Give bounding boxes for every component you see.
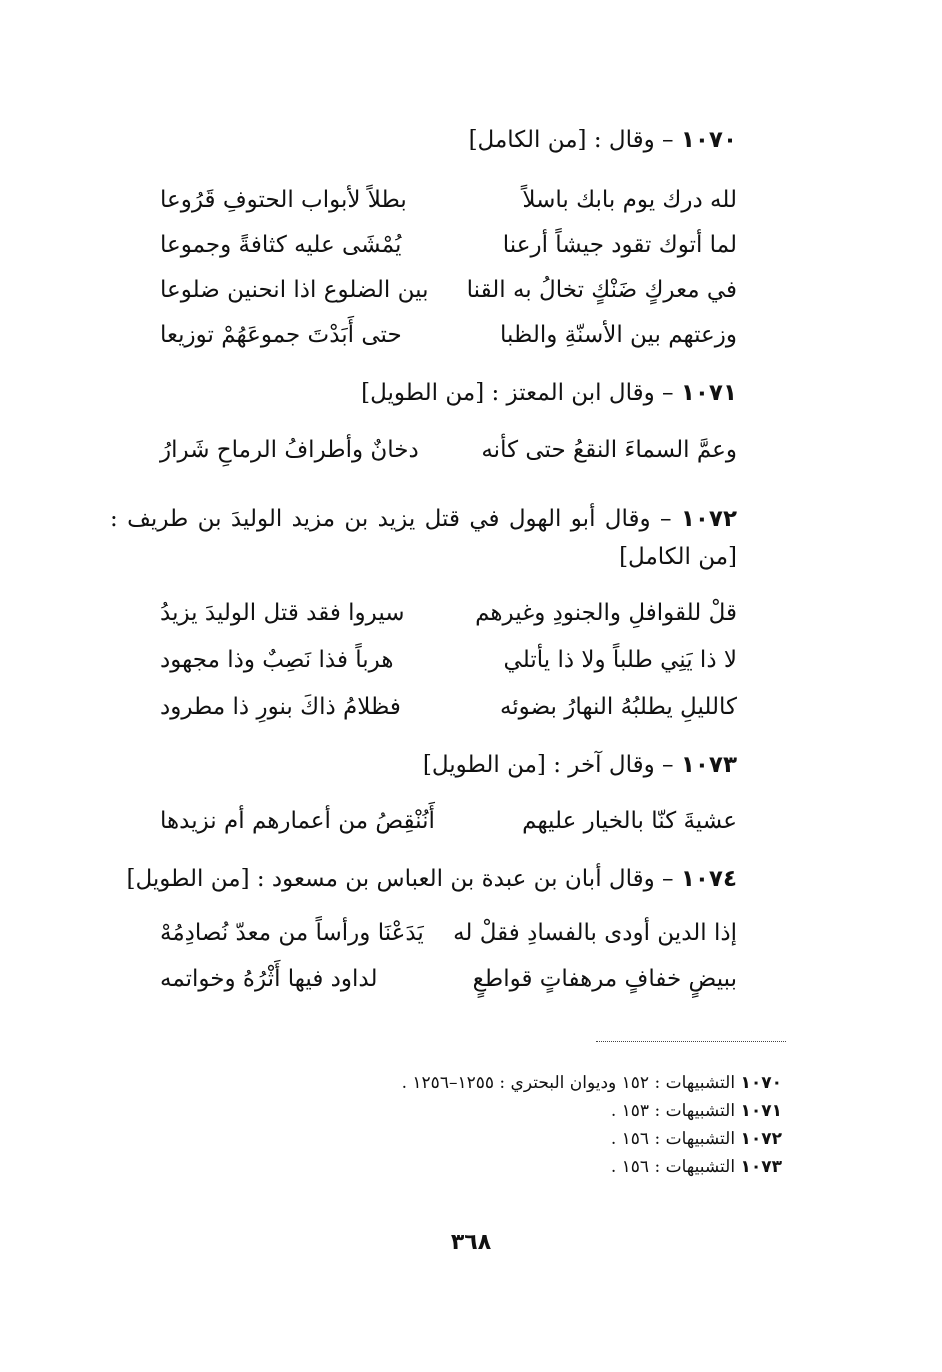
verse-hemistich-second: دخانٌ وأطرافُ الرماحِ شَرارُ [160, 437, 419, 463]
verse-hemistich-second: بطلاً لأبواب الحتوفِ قَرُوعا [160, 187, 407, 213]
page-number: ٣٦٨ [450, 1230, 492, 1255]
footnote-text: التشبيهات : ١٥٦ . [610, 1157, 736, 1177]
entry-number: ١٠٧٤ [680, 866, 737, 892]
entry-heading [469, 125, 737, 155]
verse-hemistich-first: لله درك يوم بابك باسلاً [522, 187, 737, 213]
verse-hemistich-second: لداود فيها أَثْرُهُ وخواتمه [160, 966, 378, 992]
verse-hemistich-second: أَنُنْقِصُ من أعمارهم أم نزيدها [160, 808, 435, 834]
verse-line [160, 692, 737, 722]
verse-hemistich-second: فظلامُ ذاكَ بنورِ ذا مطرود [160, 694, 401, 720]
entry-intro: – وقال ابن المعتز : [484, 380, 681, 406]
footnote [611, 1100, 782, 1122]
verse-hemistich-first: في معركٍ ضَنْكٍ تخالُ به القنا [466, 277, 737, 303]
footnote-number: ١٠٧٢ [740, 1129, 782, 1149]
verse-hemistich-first: عشيةَ كنّا بالخيار عليهم [522, 808, 737, 834]
entry-number: ١٠٧١ [680, 380, 737, 406]
footnote-separator [596, 1041, 786, 1042]
verse-line [160, 435, 737, 465]
verse-line [160, 598, 737, 628]
entry-intro: – وقال أبان بن عبدة بن العباس بن مسعود : [249, 866, 681, 892]
entry-meter: [من الكامل] [619, 544, 737, 570]
verse-hemistich-second: حتى أَبَدْتَ جموعَهُمْ توزيعا [160, 322, 402, 348]
entry-heading [127, 864, 738, 894]
verse-line [160, 964, 737, 994]
verse-hemistich-first: لا ذا يَنِي طلباً ولا ذا يأتلي [503, 647, 737, 673]
footnote [611, 1128, 782, 1150]
verse-line [160, 806, 737, 836]
entry-intro: – وقال أبو الهول في قتل يزيد بن مزيد الوليدَ بن طريف : [110, 506, 681, 532]
footnote [611, 1156, 782, 1178]
entry-number: ١٠٧٠ [680, 127, 737, 153]
verse-line [160, 275, 737, 305]
verse-line [160, 918, 737, 948]
footnote-text: التشبيهات : ١٥٦ . [610, 1129, 736, 1149]
entry-meter: [من الطويل] [126, 866, 250, 892]
verse-hemistich-second: بين الضلوع اذا انحنين ضلوعا [160, 277, 429, 303]
entry-heading [361, 378, 737, 408]
entry-meter: [من الكامل] [468, 127, 587, 153]
verse-hemistich-second: يَدَعْنَا ورأساً من معدّ نُصادِمُهْ [160, 920, 424, 946]
entry-intro: – وقال آخر : [545, 752, 681, 778]
footnote-number: ١٠٧١ [740, 1101, 782, 1121]
entry-heading [423, 750, 737, 780]
footnote-text: التشبيهات : ١٥٢ وديوان البحتري : ١٢٥٥–١٢٥٦ . [401, 1073, 736, 1093]
verse-hemistich-first: وزعتهم بين الأسنّةِ والظبا [500, 322, 737, 348]
footnote-number: ١٠٧٣ [740, 1157, 782, 1177]
entry-number: ١٠٧٣ [680, 752, 737, 778]
verse-hemistich-first: ببيضٍ خفافٍ مرهفاتٍ قواطعٍ [472, 966, 737, 992]
verse-line [160, 185, 737, 215]
verse-hemistich-first: وعمَّ السماءَ النقعُ حتى كأنه [481, 437, 737, 463]
verse-hemistich-first: كالليلِ يطلبُهُ النهارُ بضوئه [499, 694, 737, 720]
verse-hemistich-second: يُمْشَى عليه كثافةً وجموعا [160, 232, 402, 258]
verse-hemistich-second: هرباً فذا نَصِبٌ وذا مجهود [160, 647, 394, 673]
verse-line [160, 320, 737, 350]
footnote-text: التشبيهات : ١٥٣ . [610, 1101, 736, 1121]
verse-hemistich-first: إذا الدين أودى بالفسادِ فقلْ له [453, 920, 737, 946]
verse-line [160, 645, 737, 675]
entry-heading [110, 500, 737, 576]
verse-hemistich-first: لما أتوك تقود جيشاً أرعنا [502, 232, 737, 258]
entry-meter: [من الطويل] [422, 752, 546, 778]
entry-number: ١٠٧٢ [680, 506, 737, 532]
verse-hemistich-second: سيروا فقد قتل الوليدَ يزيدُ [160, 600, 405, 626]
entry-intro: – وقال : [586, 127, 681, 153]
footnote [402, 1072, 782, 1094]
verse-line [160, 230, 737, 260]
verse-hemistich-first: قلْ للقوافلِ والجنودِ وغيرهم [475, 600, 737, 626]
entry-meter: [من الطويل] [361, 380, 485, 406]
footnote-number: ١٠٧٠ [740, 1073, 782, 1093]
